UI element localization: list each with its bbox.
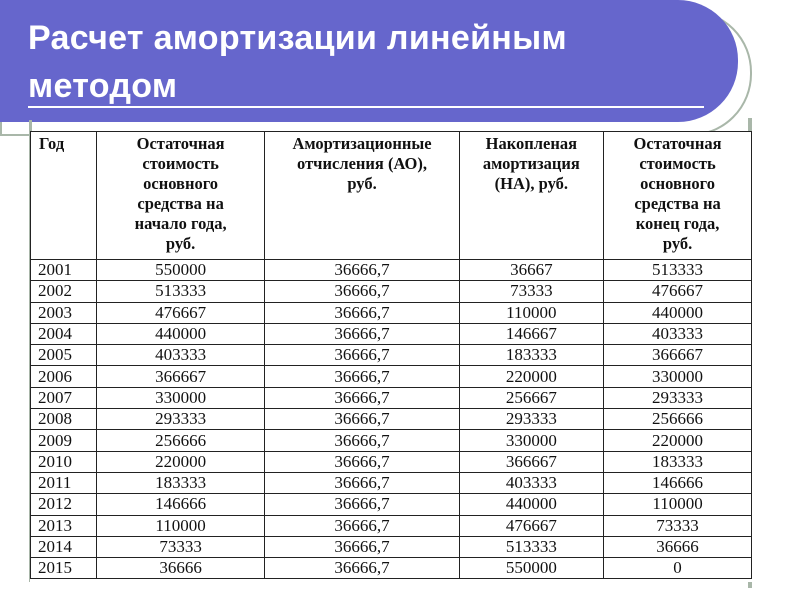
table-row — [31, 472, 752, 493]
header-line: Остаточная — [136, 134, 225, 153]
table-row — [31, 558, 752, 579]
cell-start-value: 476667 — [96, 302, 265, 323]
cell-depreciation: 36666,7 — [265, 281, 459, 302]
table-row — [31, 387, 752, 408]
table-row — [31, 536, 752, 557]
cell-start-value: 403333 — [96, 345, 265, 366]
cell-start-value: 110000 — [96, 515, 265, 536]
cell-year: 2002 — [31, 281, 97, 302]
cell-accumulated: 330000 — [459, 430, 604, 451]
slide-title-line-2: методом — [28, 67, 178, 105]
table-row — [31, 494, 752, 515]
cell-end-value: 293333 — [604, 387, 752, 408]
cell-end-value: 110000 — [604, 494, 752, 515]
header-year: Год — [31, 132, 97, 260]
table-row — [31, 302, 752, 323]
header-start-value — [96, 132, 265, 260]
cell-depreciation: 36666,7 — [265, 494, 459, 515]
cell-start-value: 440000 — [96, 323, 265, 344]
header-line: основного — [640, 174, 716, 193]
cell-accumulated: 110000 — [459, 302, 604, 323]
cell-year: 2015 — [31, 558, 97, 579]
cell-year: 2014 — [31, 536, 97, 557]
header-line: руб. — [662, 234, 693, 253]
slide-title — [28, 14, 567, 110]
depreciation-table — [30, 131, 752, 579]
header-line: начало года, — [134, 214, 227, 233]
cell-depreciation: 36666,7 — [265, 558, 459, 579]
cell-accumulated: 256667 — [459, 387, 604, 408]
table-row — [31, 366, 752, 387]
header-depreciation — [265, 132, 459, 260]
cell-year: 2005 — [31, 345, 97, 366]
title-underline — [28, 106, 704, 108]
cell-year: 2001 — [31, 260, 97, 281]
cell-year: 2003 — [31, 302, 97, 323]
header-line: Остаточная — [633, 134, 722, 153]
cell-accumulated: 476667 — [459, 515, 604, 536]
cell-depreciation: 36666,7 — [265, 387, 459, 408]
cell-accumulated: 440000 — [459, 494, 604, 515]
cell-year: 2013 — [31, 515, 97, 536]
cell-end-value: 330000 — [604, 366, 752, 387]
table-header-row — [31, 132, 752, 260]
cell-accumulated: 36667 — [459, 260, 604, 281]
cell-end-value: 513333 — [604, 260, 752, 281]
header-accumulated — [459, 132, 604, 260]
cell-end-value: 183333 — [604, 451, 752, 472]
cell-year: 2012 — [31, 494, 97, 515]
cell-end-value: 476667 — [604, 281, 752, 302]
header-line: стоимость — [639, 154, 716, 173]
cell-start-value: 220000 — [96, 451, 265, 472]
table-body — [31, 260, 752, 579]
cell-accumulated: 293333 — [459, 409, 604, 430]
cell-start-value: 183333 — [96, 472, 265, 493]
cell-end-value: 366667 — [604, 345, 752, 366]
cell-accumulated: 146667 — [459, 323, 604, 344]
cell-accumulated: 403333 — [459, 472, 604, 493]
header-line: Амортизационные — [292, 134, 432, 153]
header-line: руб. — [165, 234, 196, 253]
cell-depreciation: 36666,7 — [265, 323, 459, 344]
cell-start-value: 73333 — [96, 536, 265, 557]
header-line: стоимость — [142, 154, 219, 173]
cell-end-value: 256666 — [604, 409, 752, 430]
cell-end-value: 0 — [604, 558, 752, 579]
cell-depreciation: 36666,7 — [265, 536, 459, 557]
cell-end-value: 73333 — [604, 515, 752, 536]
header-line: конец года, — [635, 214, 720, 233]
table-row — [31, 323, 752, 344]
cell-accumulated: 513333 — [459, 536, 604, 557]
cell-year: 2011 — [31, 472, 97, 493]
cell-start-value: 256666 — [96, 430, 265, 451]
cell-year: 2008 — [31, 409, 97, 430]
cell-depreciation: 36666,7 — [265, 472, 459, 493]
header-line: амортизация — [482, 154, 580, 173]
table-row — [31, 281, 752, 302]
header-line: руб. — [347, 174, 377, 193]
depreciation-table-container — [30, 131, 752, 582]
cell-start-value: 36666 — [96, 558, 265, 579]
cell-year: 2007 — [31, 387, 97, 408]
cell-end-value: 440000 — [604, 302, 752, 323]
cell-depreciation: 36666,7 — [265, 302, 459, 323]
slide-title-line-1: Расчет амортизации линейным — [28, 19, 567, 57]
cell-start-value: 550000 — [96, 260, 265, 281]
table-row — [31, 430, 752, 451]
cell-start-value: 293333 — [96, 409, 265, 430]
cell-start-value: 330000 — [96, 387, 265, 408]
cell-year: 2009 — [31, 430, 97, 451]
header-line: Накопленая — [485, 134, 578, 153]
header-line: отчисления (АО), — [297, 154, 428, 173]
header-line: (НА), руб. — [494, 174, 569, 193]
cell-accumulated: 183333 — [459, 345, 604, 366]
cell-year: 2010 — [31, 451, 97, 472]
cell-end-value: 36666 — [604, 536, 752, 557]
header-line: средства на — [137, 194, 224, 213]
cell-end-value: 220000 — [604, 430, 752, 451]
cell-accumulated: 366667 — [459, 451, 604, 472]
table-row — [31, 409, 752, 430]
cell-end-value: 146666 — [604, 472, 752, 493]
cell-depreciation: 36666,7 — [265, 260, 459, 281]
cell-accumulated: 550000 — [459, 558, 604, 579]
header-end-value — [604, 132, 752, 260]
cell-start-value: 146666 — [96, 494, 265, 515]
cell-depreciation: 36666,7 — [265, 345, 459, 366]
cell-end-value: 403333 — [604, 323, 752, 344]
header-line: основного — [143, 174, 219, 193]
cell-depreciation: 36666,7 — [265, 430, 459, 451]
cell-start-value: 366667 — [96, 366, 265, 387]
cell-depreciation: 36666,7 — [265, 366, 459, 387]
table-row — [31, 515, 752, 536]
table-row — [31, 345, 752, 366]
header-line: средства на — [634, 194, 721, 213]
cell-depreciation: 36666,7 — [265, 515, 459, 536]
cell-accumulated: 73333 — [459, 281, 604, 302]
cell-year: 2006 — [31, 366, 97, 387]
cell-accumulated: 220000 — [459, 366, 604, 387]
table-row — [31, 260, 752, 281]
cell-depreciation: 36666,7 — [265, 409, 459, 430]
cell-start-value: 513333 — [96, 281, 265, 302]
cell-year: 2004 — [31, 323, 97, 344]
table-row — [31, 451, 752, 472]
cell-depreciation: 36666,7 — [265, 451, 459, 472]
